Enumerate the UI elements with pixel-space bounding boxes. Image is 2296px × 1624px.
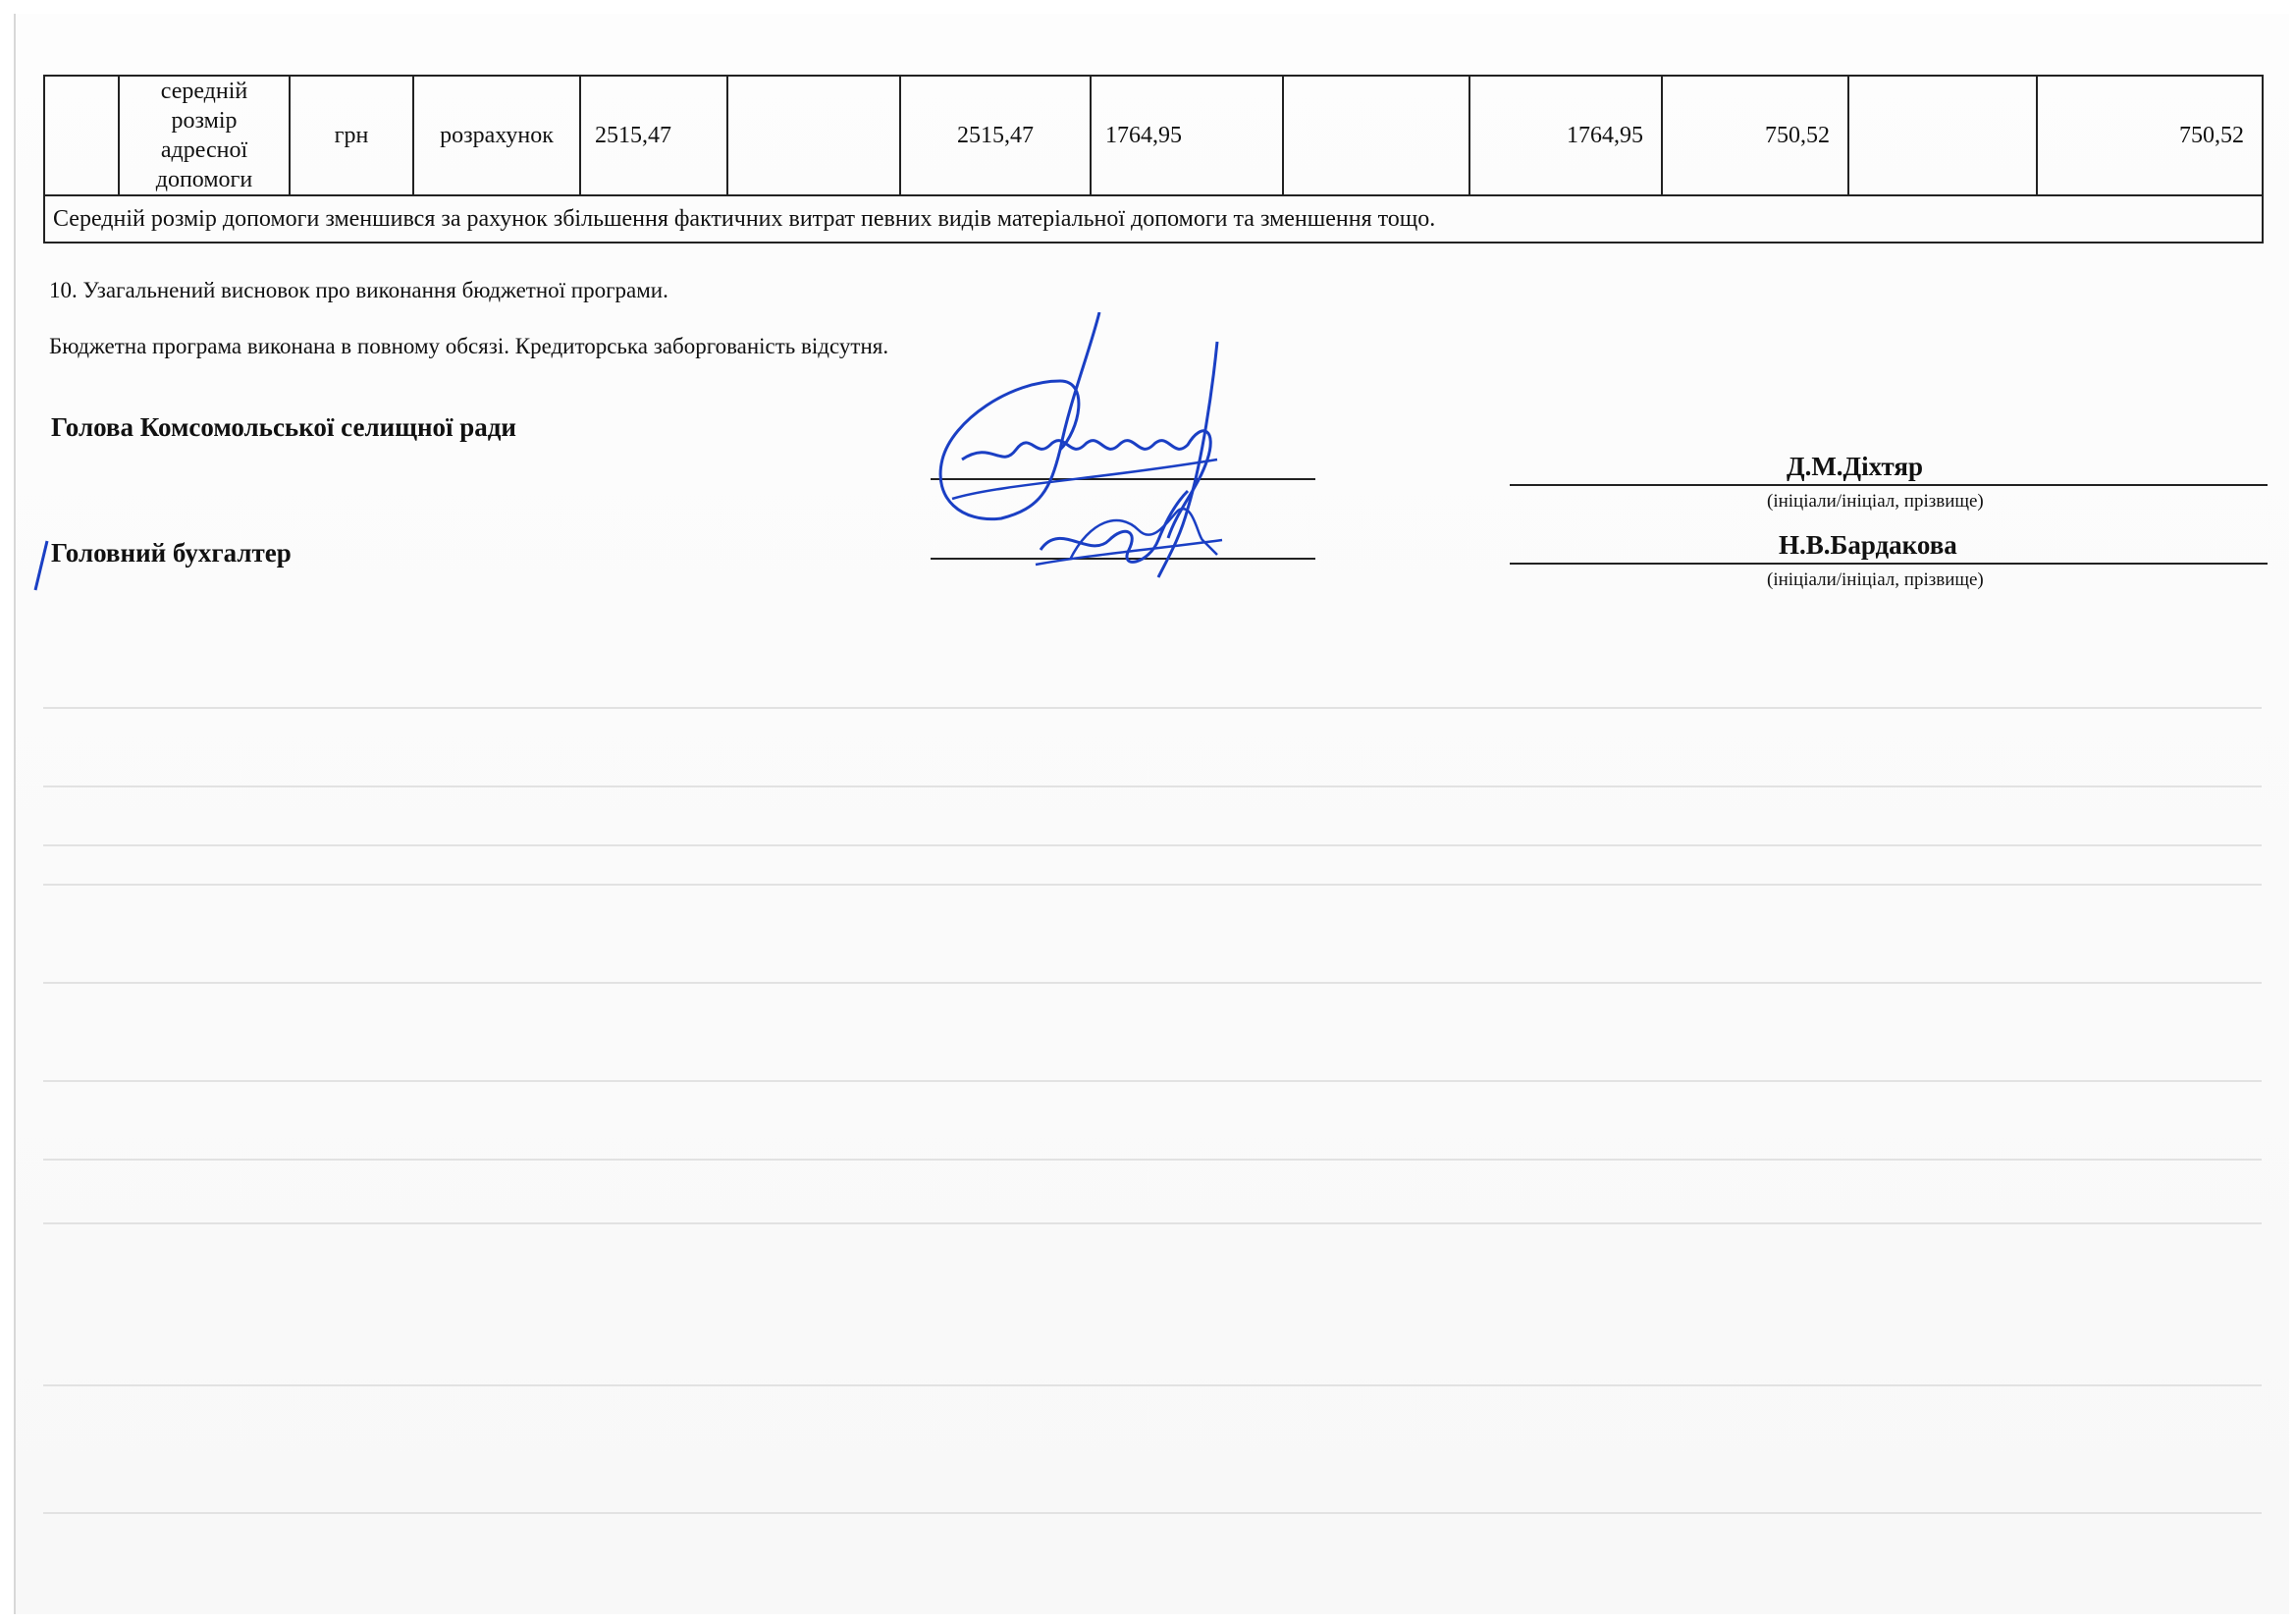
accountant-title: Головний бухгалтер [51,538,292,568]
cell-dev-general: 750,52 [1662,76,1848,195]
accountant-name-line [1510,563,2268,565]
cell-dev-special [1848,76,2037,195]
accountant-caption: (ініціали/ініціал, прізвище) [1767,569,1984,590]
cell-unit: грн [290,76,413,195]
page-sheet [14,14,2289,1614]
table-note-row [44,195,2263,243]
table-note: Середній розмір допомоги зменшився за рахунок збільшення фактичних витрат певних видів матеріальної допомоги та зменшення тощо. [44,195,2263,243]
cell-fact-total: 1764,95 [1469,76,1662,195]
cell-number [44,76,119,195]
cell-dev-total: 750,52 [2037,76,2263,195]
pen-mark [27,536,57,595]
head-name: Д.М.Діхтяр [1787,452,1923,481]
head-caption: (ініціали/ініціал, прізвище) [1767,491,1984,512]
accountant-signature [1031,481,1227,579]
cell-plan-total: 2515,47 [900,76,1091,195]
cell-source: розрахунок [413,76,580,195]
table-row [44,76,2263,195]
cell-plan-general: 2515,47 [580,76,727,195]
cell-fact-general: 1764,95 [1091,76,1283,195]
head-name-line [1510,484,2268,486]
cell-plan-special [727,76,900,195]
section10-heading: 10. Узагальнений висновок про виконання бюджетної програми. [49,278,668,302]
section10-text: Бюджетна програма виконана в повному обсязі. Кредиторська заборгованість відсутня. [49,334,889,358]
cell-indicator: середній розмір адресної допомоги [119,76,290,195]
accountant-name: Н.В.Бардакова [1779,530,1957,560]
indicators-table [43,75,2264,244]
head-title: Голова Комсомольської селищної ради [51,412,516,442]
cell-fact-special [1283,76,1469,195]
